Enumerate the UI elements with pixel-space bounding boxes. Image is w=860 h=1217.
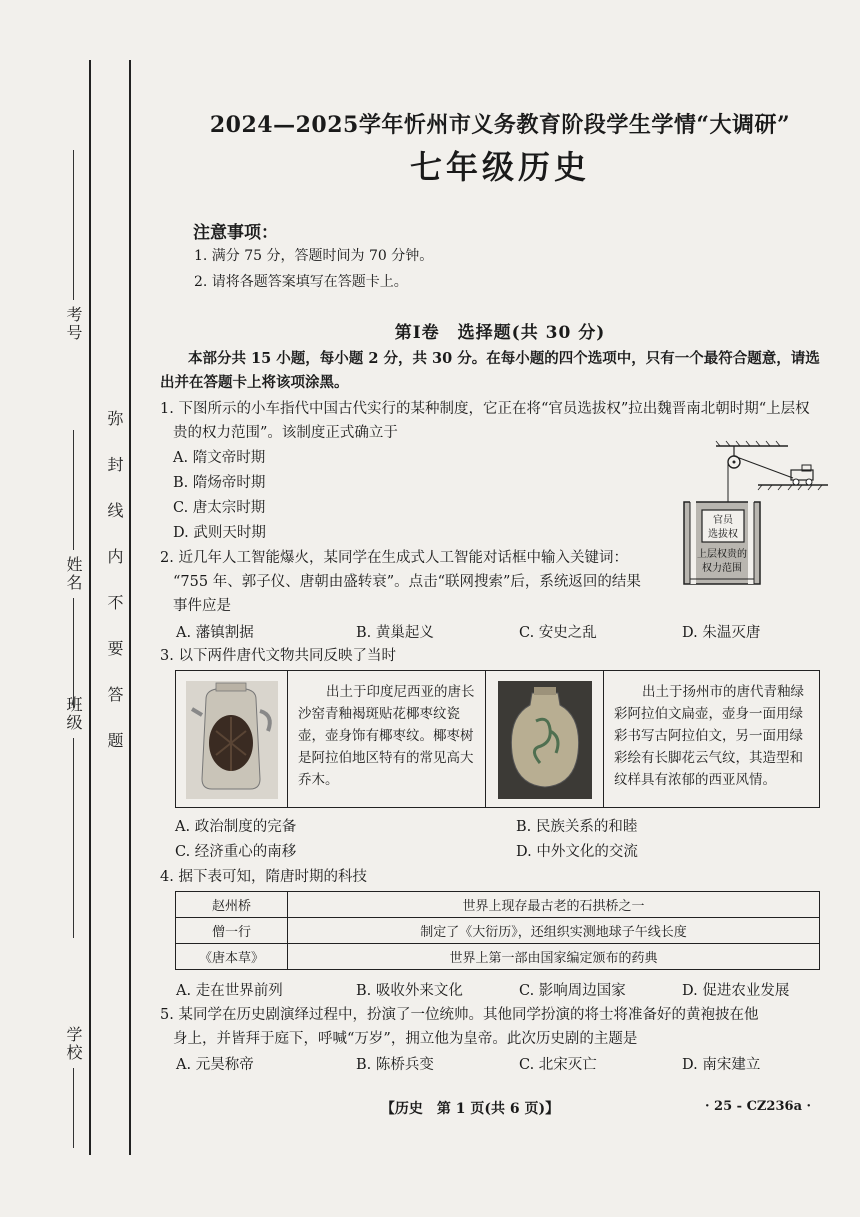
- tech-desc: 世界上第一部由国家编定颁布的药典: [288, 944, 820, 970]
- notice-heading: 注意事项：: [193, 223, 278, 243]
- class-label: 班级: [64, 696, 83, 732]
- question-2-stem-line3: 事件应是: [173, 598, 231, 614]
- relic-2-description: 出土于扬州市的唐代青釉绿彩阿拉伯文扁壶，壶身一面用绿彩书写古阿拉伯文，另一面用绿彩绘有长脚花云气纹，其造型和纹样具有浓郁的西亚风情。: [614, 684, 804, 788]
- date-palm-jar-image: [176, 671, 288, 807]
- q2-option-b[interactable]: B. 黄巢起义: [356, 625, 434, 641]
- q3-option-d[interactable]: D. 中外文化的交流: [516, 844, 638, 860]
- exam-no-label: 考号: [64, 306, 83, 342]
- relic-1-text-cell: [288, 671, 486, 807]
- q5-options: [176, 1053, 816, 1074]
- q4-option-a[interactable]: A. 走在世界前列: [176, 983, 283, 999]
- question-2-stem-line1: 2. 近几年人工智能爆火，某同学在生成式人工智能对话框中输入关键词：: [160, 550, 628, 566]
- question-4: [160, 865, 820, 889]
- relic-2-text-cell: [604, 671, 819, 807]
- question-5-stem-line2: 身上，并皆拜于庭下，呼喊“万岁”，拥立他为皇帝。此次历史剧的主题是: [173, 1031, 638, 1047]
- question-3-stem: 3. 以下两件唐代文物共同反映了当时: [160, 648, 396, 664]
- q2-options: [176, 621, 816, 642]
- table-row: [176, 892, 820, 918]
- q4-options: [176, 979, 816, 1000]
- question-5: [160, 1003, 820, 1051]
- q3-option-c[interactable]: C. 经济重心的南移: [175, 844, 297, 860]
- q4-option-c[interactable]: C. 影响周边国家: [519, 983, 626, 999]
- diagram-box-label-1: 官员: [713, 515, 733, 526]
- name-field[interactable]: [62, 430, 85, 708]
- q5-option-d[interactable]: D. 南宋建立: [682, 1057, 761, 1073]
- q3-option-b[interactable]: B. 民族关系的和睦: [516, 819, 638, 835]
- notice-item: 2. 请将各题答案填写在答题卡上。: [194, 274, 408, 290]
- q5-option-b[interactable]: B. 陈桥兵变: [356, 1057, 434, 1073]
- binding-line-outer: [89, 60, 91, 1155]
- paper-code: · 25 - CZ236a ·: [705, 1099, 812, 1114]
- exam-no-field[interactable]: [62, 150, 85, 348]
- q1-option-b[interactable]: B. 隋炀帝时期: [173, 475, 266, 491]
- q1-option-c[interactable]: C. 唐太宗时期: [173, 500, 266, 516]
- question-4-stem: 4. 据下表可知，隋唐时期的科技: [160, 869, 367, 885]
- relic-1-image-cell: [176, 671, 288, 807]
- tech-desc: 制定了《大衍历》，还组织实测地球子午线长度: [288, 918, 820, 944]
- q4-option-d[interactable]: D. 促进农业发展: [682, 983, 790, 999]
- seal-notice: 弥封线内不要答题: [105, 410, 124, 778]
- subject-title: 七年级历史: [409, 148, 590, 186]
- relic-1-description: 出土于印度尼西亚的唐长沙窑青釉褐斑贴花椰枣纹瓷壶，壶身饰有椰枣纹。椰枣树是阿拉伯地区特有的常见高大乔木。: [298, 684, 475, 788]
- relic-table: [175, 670, 820, 808]
- arabic-flask-image: [486, 671, 604, 807]
- diagram-area-label-1: 上层权贵的: [697, 549, 747, 560]
- exam-title: 2024—2025学年忻州市义务教育阶段学生学情“大调研”: [209, 112, 791, 138]
- question-1-stem: 1. 下图所示的小车指代中国古代实行的某种制度，它正在将“官员选拔权”拉出魏晋南北朝时期“上层权贵的权力范围”。该制度正式确立于: [160, 401, 810, 441]
- tech-name: 赵州桥: [176, 892, 288, 918]
- tech-desc: 世界上现存最古老的石拱桥之一: [288, 892, 820, 918]
- name-label: 姓名: [64, 556, 83, 592]
- question-2-stem-line2: “755 年、郭子仪、唐朝由盛转衰”。点击“联网搜索”后，系统返回的结果: [173, 574, 641, 590]
- page-footer: 【历史 第 1 页(共 6 页)】: [380, 1101, 560, 1117]
- diagram-box-label-2: 选拔权: [708, 529, 738, 540]
- question-2: [160, 546, 820, 618]
- question-3: [160, 644, 820, 668]
- q1-option-a[interactable]: A. 隋文帝时期: [173, 450, 266, 466]
- q5-option-c[interactable]: C. 北宋灭亡: [519, 1057, 597, 1073]
- section-intro: 本部分共 15 小题，每小题 2 分，共 30 分。在每小题的四个选项中，只有一个最符合题意，请选出并在答题卡上将该项涂黑。: [160, 350, 820, 391]
- table-row: [176, 944, 820, 970]
- tech-name: 僧一行: [176, 918, 288, 944]
- question-1: [160, 397, 810, 445]
- table-row: [176, 918, 820, 944]
- q5-option-a[interactable]: A. 元昊称帝: [176, 1057, 254, 1073]
- tech-table: [175, 891, 820, 970]
- q2-option-c[interactable]: C. 安史之乱: [519, 625, 597, 641]
- diagram-area-label-2: 权力范围: [702, 563, 742, 574]
- binding-line-inner: [129, 60, 131, 1155]
- school-label: 学校: [64, 1026, 83, 1062]
- relic-2-image-cell: [486, 671, 604, 807]
- q1-option-d[interactable]: D. 武则天时期: [173, 525, 266, 541]
- tech-name: 《唐本草》: [176, 944, 288, 970]
- q2-option-d[interactable]: D. 朱温灭唐: [682, 625, 761, 641]
- question-5-stem-line1: 5. 某同学在历史剧演绎过程中，扮演了一位统帅。其他同学扮演的将士将准备好的黄袍披在他: [160, 1007, 759, 1023]
- school-field[interactable]: [62, 1020, 85, 1148]
- section-title: 第Ⅰ卷 选择题(共 30 分): [394, 323, 606, 343]
- notice-item: 1. 满分 75 分，答题时间为 70 分钟。: [194, 248, 434, 264]
- class-field[interactable]: [62, 690, 85, 938]
- q2-option-a[interactable]: A. 藩镇割据: [176, 625, 254, 641]
- q4-option-b[interactable]: B. 吸收外来文化: [356, 983, 463, 999]
- q3-option-a[interactable]: A. 政治制度的完备: [175, 819, 297, 835]
